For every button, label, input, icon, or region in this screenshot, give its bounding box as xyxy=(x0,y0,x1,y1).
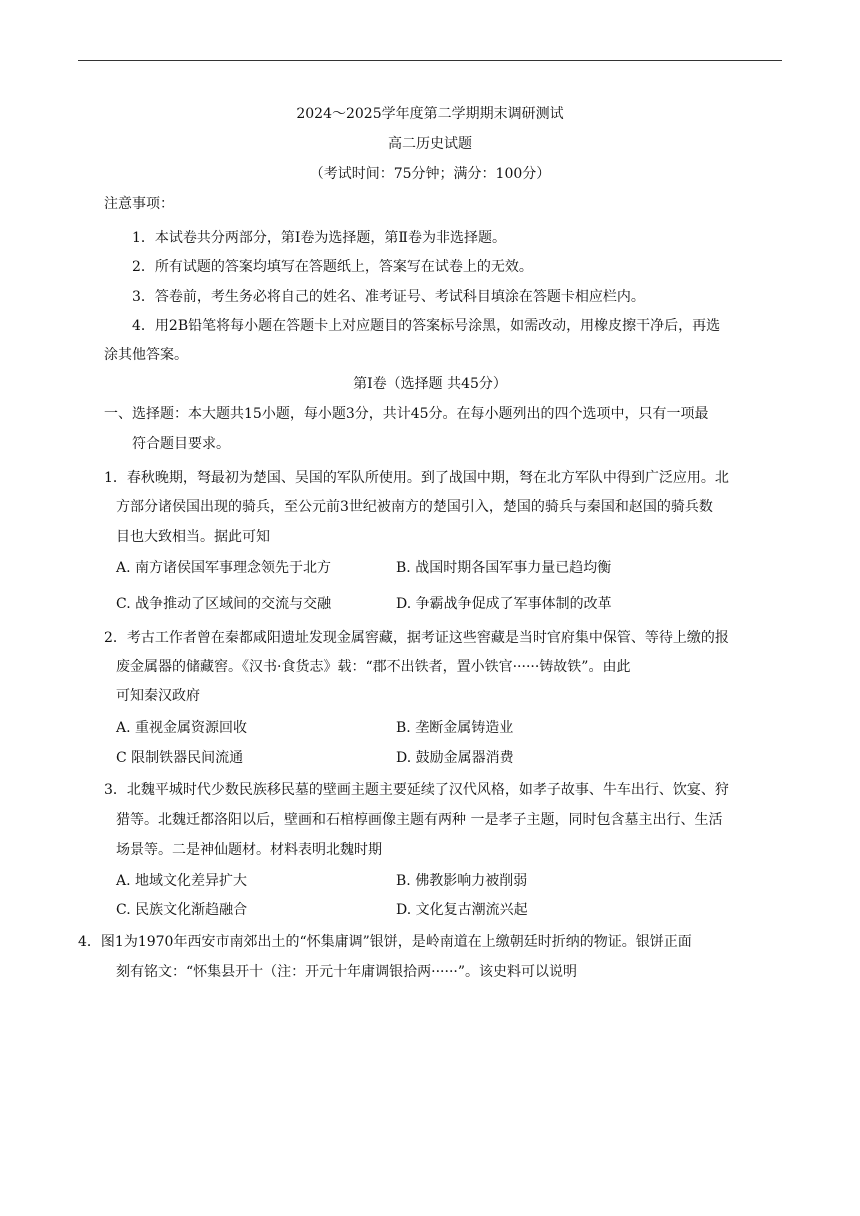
question-3-option-b[interactable]: B. 佛教影响力被削弱 xyxy=(396,873,528,889)
question-1-option-b[interactable]: B. 战国时期各国军事力量已趋均衡 xyxy=(396,560,612,576)
question-2-option-c[interactable]: C 限制铁器民间流通 xyxy=(116,750,244,766)
exam-meta: （考试时间：75分钟；满分：100分） xyxy=(309,166,551,182)
question-1-line: 目也大致相当。据此可知 xyxy=(116,529,270,545)
question-2-line: 2．考古工作者曾在秦都咸阳遗址发现金属窖藏，据考证这些窖藏是当时官府集中保管、等待上缴的报 xyxy=(104,630,729,646)
question-3-line: 3．北魏平城时代少数民族移民墓的壁画主题主要延续了汉代风格，如孝子故事、牛车出行、饮宴、狩 xyxy=(104,782,729,798)
question-4-line: 刻有铭文：“怀集县开十（注：开元十年庸调银拾两······”。该史料可以说明 xyxy=(116,964,578,980)
note-item: 1．本试卷共分两部分，第Ⅰ卷为选择题，第Ⅱ卷为非选择题。 xyxy=(132,230,506,246)
question-1-option-d[interactable]: D. 争霸战争促成了军事体制的改革 xyxy=(396,596,612,612)
top-rule xyxy=(78,60,782,61)
question-1-option-c[interactable]: C. 战争推动了区域间的交流与交融 xyxy=(116,596,332,612)
question-3-line: 场景等。二是神仙题材。材料表明北魏时期 xyxy=(116,842,382,858)
question-4-line: 4．图1为1970年西安市南郊出土的“怀集庸调”银饼，是岭南道在上缴朝廷时折纳的物证。银饼正面 xyxy=(78,934,692,950)
note-item: 4．用2B铅笔将每小题在答题卡上对应题目的答案标号涂黑，如需改动，用橡皮擦干净后，再选 xyxy=(132,318,721,334)
question-2-line: 可知秦汉政府 xyxy=(116,688,200,704)
question-3-line: 猎等。北魏迁都洛阳以后，壁画和石棺椁画像主题有两种 一是孝子主题，同时包含墓主出行、生活 xyxy=(116,812,723,828)
question-2-option-d[interactable]: D. 鼓励金属器消费 xyxy=(396,750,514,766)
section-instruction-continued: 符合题目要求。 xyxy=(132,436,230,452)
question-2-option-b[interactable]: B. 垄断金属铸造业 xyxy=(396,720,514,736)
question-2-option-a[interactable]: A. 重视金属资源回收 xyxy=(116,720,248,736)
notes-heading: 注意事项： xyxy=(104,196,174,212)
question-2-line: 废金属器的储藏窖。《汉书·食货志》载：“郡不出铁者，置小铁官······铸故铁”。由此 xyxy=(116,659,631,675)
note-item-continued: 涂其他答案。 xyxy=(104,347,188,363)
note-item: 3．答卷前，考生务必将自己的姓名、准考证号、考试科目填涂在答题卡相应栏内。 xyxy=(132,289,645,305)
exam-title: 2024～2025学年度第二学期期末调研测试 xyxy=(296,106,564,122)
question-3-option-a[interactable]: A. 地域文化差异扩大 xyxy=(116,873,248,889)
question-1-line: 1．春秋晚期，弩最初为楚国、吴国的军队所使用。到了战国中期，弩在北方军队中得到广泛应用。北 xyxy=(104,470,729,486)
note-item: 2．所有试题的答案均填写在答题纸上，答案写在试卷上的无效。 xyxy=(132,259,533,275)
section-instruction: 一、选择题：本大题共15小题，每小题3分，共计45分。在每小题列出的四个选项中，只有一项最 xyxy=(104,406,709,422)
section-title: 第Ⅰ卷（选择题 共45分） xyxy=(353,376,507,392)
question-3-option-c[interactable]: C. 民族文化渐趋融合 xyxy=(116,902,248,918)
question-1-option-a[interactable]: A. 南方诸侯国军事理念领先于北方 xyxy=(116,560,332,576)
question-1-line: 方部分诸侯国出现的骑兵，至公元前3世纪被南方的楚国引入，楚国的骑兵与秦国和赵国的骑兵数 xyxy=(116,499,713,515)
exam-subtitle: 高二历史试题 xyxy=(388,136,472,152)
question-3-option-d[interactable]: D. 文化复古潮流兴起 xyxy=(396,902,528,918)
